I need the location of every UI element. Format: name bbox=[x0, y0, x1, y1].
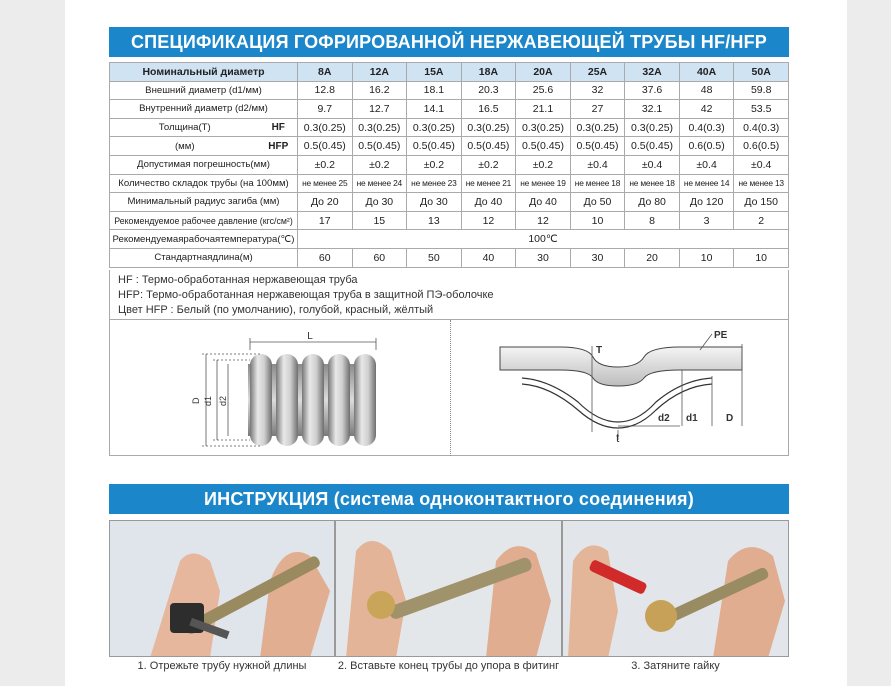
table-row bbox=[110, 230, 789, 249]
step-caption: 1. Отрежьте трубу нужной длины bbox=[137, 660, 307, 672]
table-cell: ±0.4 bbox=[679, 155, 734, 174]
table-cell: 12 bbox=[461, 211, 516, 230]
table-cell: 0.4(0.3) bbox=[679, 118, 734, 137]
table-cell: 10 bbox=[570, 211, 625, 230]
temperature-value: 100℃ bbox=[298, 230, 789, 249]
dimension-label-PE: PE bbox=[714, 330, 728, 341]
table-cell: 37.6 bbox=[625, 81, 680, 100]
row-label: Внутренний диаметр (d2/мм) bbox=[110, 100, 298, 119]
spec-title: СПЕЦИФИКАЦИЯ ГОФРИРОВАННОЙ НЕРЖАВЕЮЩЕЙ ТРУБЫ HF/HFP bbox=[109, 27, 789, 57]
row-sublabel: HFP bbox=[260, 137, 298, 156]
size-header: 8A bbox=[298, 63, 353, 82]
spec-table bbox=[109, 62, 789, 268]
dimension-label-D: D bbox=[191, 397, 201, 404]
table-cell: 53.5 bbox=[734, 100, 789, 119]
table-row bbox=[110, 155, 789, 174]
table-header-row bbox=[110, 63, 789, 82]
diagram-panel bbox=[109, 320, 789, 456]
step-caption: 3. Затяните гайку bbox=[631, 660, 720, 672]
size-header: 25A bbox=[570, 63, 625, 82]
table-cell: 0.5(0.45) bbox=[461, 137, 516, 156]
table-cell: До 80 bbox=[625, 193, 680, 212]
table-cell: 12.8 bbox=[298, 81, 353, 100]
previous-section-rule bbox=[177, 0, 427, 2]
table-cell: 60 bbox=[298, 248, 353, 267]
row-label: (мм) bbox=[110, 137, 260, 156]
table-cell: 0.5(0.45) bbox=[352, 137, 407, 156]
row-label: Рекомендуемое рабочее давление (кгс/см²) bbox=[110, 211, 298, 230]
table-cell: 40 bbox=[461, 248, 516, 267]
table-cell: 3 bbox=[679, 211, 734, 230]
dimension-label-T: T bbox=[596, 345, 603, 356]
table-cell: 0.5(0.45) bbox=[625, 137, 680, 156]
size-header: 50A bbox=[734, 63, 789, 82]
table-cell: 25.6 bbox=[516, 81, 571, 100]
wall-section-diagram bbox=[450, 320, 790, 456]
table-cell: не менее 13 bbox=[734, 174, 789, 193]
note-line: HF : Термо-обработанная нержавеющая труба bbox=[118, 274, 358, 286]
table-cell: До 40 bbox=[461, 193, 516, 212]
table-cell: До 50 bbox=[570, 193, 625, 212]
table-cell: 30 bbox=[570, 248, 625, 267]
table-cell: 16.5 bbox=[461, 100, 516, 119]
table-cell: 10 bbox=[679, 248, 734, 267]
table-cell: не менее 14 bbox=[679, 174, 734, 193]
table-cell: не менее 18 bbox=[570, 174, 625, 193]
size-header: 18A bbox=[461, 63, 516, 82]
table-cell: 13 bbox=[407, 211, 462, 230]
table-cell: 27 bbox=[570, 100, 625, 119]
table-cell: 0.3(0.25) bbox=[516, 118, 571, 137]
table-cell: 0.3(0.25) bbox=[407, 118, 462, 137]
corrugated-pipe-diagram bbox=[110, 320, 450, 456]
table-cell: ±0.2 bbox=[461, 155, 516, 174]
size-header: 40A bbox=[679, 63, 734, 82]
row-label: Допустимая погрешность(мм) bbox=[110, 155, 298, 174]
dimension-label-t: t bbox=[616, 431, 620, 445]
table-cell: не менее 21 bbox=[461, 174, 516, 193]
table-cell: ±0.2 bbox=[407, 155, 462, 174]
row-label: Количество складок трубы (на 100мм) bbox=[110, 174, 298, 193]
table-cell: 12.7 bbox=[352, 100, 407, 119]
table-row bbox=[110, 193, 789, 212]
table-cell: 0.3(0.25) bbox=[461, 118, 516, 137]
table-row bbox=[110, 81, 789, 100]
table-cell: 0.3(0.25) bbox=[625, 118, 680, 137]
row-label: Стандартнаядлина(м) bbox=[110, 248, 298, 267]
table-cell: 8 bbox=[625, 211, 680, 230]
table-cell: не менее 19 bbox=[516, 174, 571, 193]
table-cell: 16.2 bbox=[352, 81, 407, 100]
dimension-label-D: D bbox=[726, 413, 734, 424]
table-cell: 0.5(0.45) bbox=[298, 137, 353, 156]
table-row bbox=[110, 174, 789, 193]
table-cell: не менее 24 bbox=[352, 174, 407, 193]
table-cell: 9.7 bbox=[298, 100, 353, 119]
table-cell: До 150 bbox=[734, 193, 789, 212]
table-cell: не менее 18 bbox=[625, 174, 680, 193]
header-label: Номинальный диаметр bbox=[110, 63, 298, 82]
row-label: Рекомендуемаярабочаятемпература(℃) bbox=[110, 230, 298, 249]
table-cell: 48 bbox=[679, 81, 734, 100]
table-cell: ±0.2 bbox=[298, 155, 353, 174]
note-line: HFP: Термо-обработанная нержавеющая труба в защитной ПЭ-оболочке bbox=[118, 289, 494, 301]
table-cell: 2 bbox=[734, 211, 789, 230]
spec-page bbox=[65, 0, 847, 686]
table-cell: 0.4(0.3) bbox=[734, 118, 789, 137]
table-row bbox=[110, 248, 789, 267]
dimension-label-d1: d1 bbox=[203, 395, 213, 406]
table-cell: 0.3(0.25) bbox=[298, 118, 353, 137]
table-cell: 20 bbox=[625, 248, 680, 267]
row-label: Минимальный радиус загиба (мм) bbox=[110, 193, 298, 212]
table-cell: 0.6(0.5) bbox=[734, 137, 789, 156]
dimension-label-d2: d2 bbox=[218, 395, 228, 406]
dimension-label-L: L bbox=[307, 331, 313, 342]
step-photo-tighten bbox=[562, 520, 789, 657]
table-cell: 60 bbox=[352, 248, 407, 267]
dimension-label-d2: d2 bbox=[658, 413, 670, 424]
table-cell: 10 bbox=[734, 248, 789, 267]
table-cell: ±0.2 bbox=[352, 155, 407, 174]
table-cell: До 120 bbox=[679, 193, 734, 212]
table-cell: 32.1 bbox=[625, 100, 680, 119]
table-cell: 21.1 bbox=[516, 100, 571, 119]
table-cell: 50 bbox=[407, 248, 462, 267]
table-cell: 17 bbox=[298, 211, 353, 230]
size-header: 12A bbox=[352, 63, 407, 82]
table-cell: 32 bbox=[570, 81, 625, 100]
table-cell: До 30 bbox=[352, 193, 407, 212]
table-cell: 18.1 bbox=[407, 81, 462, 100]
row-label: Внешний диаметр (d1/мм) bbox=[110, 81, 298, 100]
dimension-label-d1: d1 bbox=[686, 413, 698, 424]
table-cell: 20.3 bbox=[461, 81, 516, 100]
table-cell: не менее 25 bbox=[298, 174, 353, 193]
table-row bbox=[110, 118, 789, 137]
table-cell: 0.3(0.25) bbox=[570, 118, 625, 137]
table-row bbox=[110, 211, 789, 230]
row-sublabel: HF bbox=[260, 118, 298, 137]
table-cell: 0.6(0.5) bbox=[679, 137, 734, 156]
table-cell: ±0.4 bbox=[570, 155, 625, 174]
table-cell: До 40 bbox=[516, 193, 571, 212]
step-caption: 2. Вставьте конец трубы до упора в фитинг bbox=[337, 660, 560, 672]
step-photo-insert bbox=[335, 520, 562, 657]
table-cell: 12 bbox=[516, 211, 571, 230]
instruction-photos bbox=[109, 520, 789, 657]
row-label: Толщина(T) bbox=[110, 118, 260, 137]
spec-notes bbox=[109, 270, 789, 320]
size-header: 15A bbox=[407, 63, 462, 82]
table-cell: 14.1 bbox=[407, 100, 462, 119]
table-cell: 0.5(0.45) bbox=[570, 137, 625, 156]
table-cell: ±0.4 bbox=[625, 155, 680, 174]
table-cell: 0.5(0.45) bbox=[516, 137, 571, 156]
table-cell: 0.3(0.25) bbox=[352, 118, 407, 137]
table-cell: 42 bbox=[679, 100, 734, 119]
table-cell: 0.5(0.45) bbox=[407, 137, 462, 156]
step-photo-cut bbox=[109, 520, 335, 657]
table-cell: не менее 23 bbox=[407, 174, 462, 193]
table-cell: 59.8 bbox=[734, 81, 789, 100]
size-header: 20A bbox=[516, 63, 571, 82]
table-cell: 30 bbox=[516, 248, 571, 267]
table-cell: 15 bbox=[352, 211, 407, 230]
size-header: 32A bbox=[625, 63, 680, 82]
instructions-title: ИНСТРУКЦИЯ (система одноконтактного соединения) bbox=[109, 484, 789, 514]
table-cell: ±0.4 bbox=[734, 155, 789, 174]
note-line: Цвет HFP : Белый (по умолчанию), голубой, красный, жёлтый bbox=[118, 304, 434, 316]
table-row bbox=[110, 137, 789, 156]
table-cell: До 20 bbox=[298, 193, 353, 212]
table-cell: До 30 bbox=[407, 193, 462, 212]
table-cell: ±0.2 bbox=[516, 155, 571, 174]
table-row bbox=[110, 100, 789, 119]
